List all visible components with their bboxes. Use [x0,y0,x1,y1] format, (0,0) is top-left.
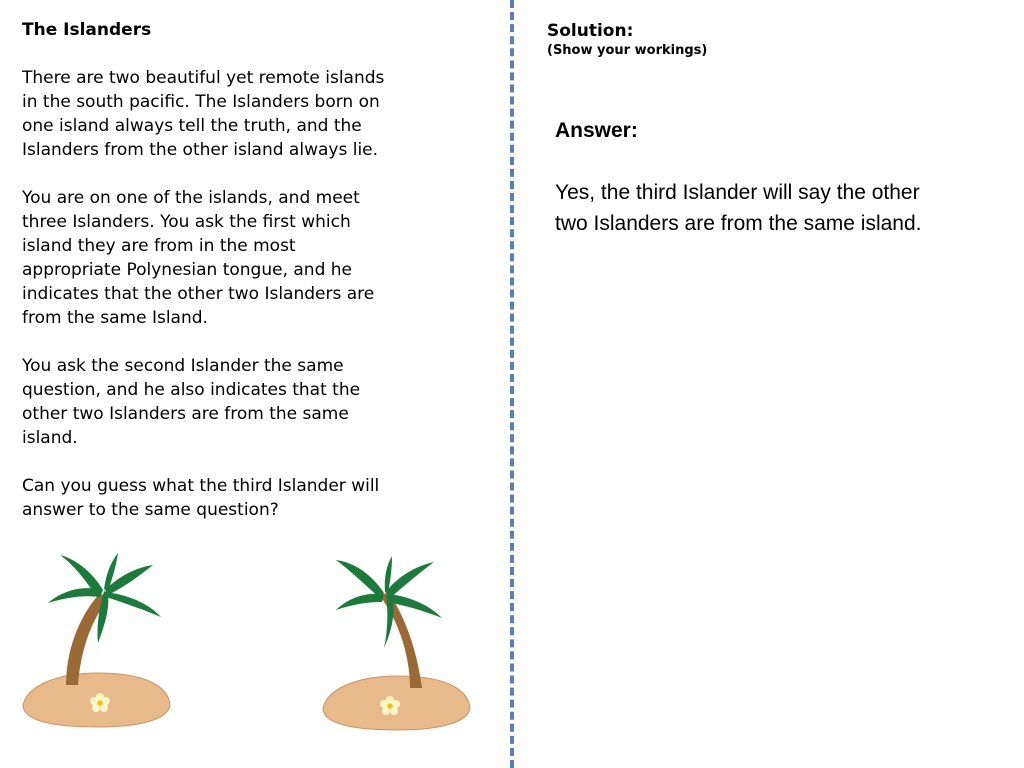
column-divider [510,0,514,768]
answer-heading: Answer: [555,119,638,142]
puzzle-paragraph-2: You are on one of the islands, and meet three Islanders. You ask the first which island they are from in the most appropriate Polynesian tongue, and he indicates that the other two Islanders are from the same Island. [22,188,375,328]
puzzle-panel [22,18,472,546]
solution-heading: Solution: [547,21,634,41]
puzzle-paragraph-3: You ask the second Islander the same question, and he also indicates that the other two Islanders are from the same island. [22,356,361,448]
puzzle-title: The Islanders [22,20,152,40]
puzzle-question: Can you guess what the third Islander will answer to the same question? [22,476,380,520]
solution-subheading: (Show your workings) [547,43,708,58]
puzzle-paragraph-1: There are two beautiful yet remote islands in the south pacific. The Islanders born on one island always tell the truth, and the Islanders from the other island always lie. [22,68,385,160]
palm-tree-island-icon [318,548,478,738]
palm-tree-island-icon [18,545,178,735]
answer-text: Yes, the third Islander will say the other two Islanders are from the same island. [555,181,922,235]
